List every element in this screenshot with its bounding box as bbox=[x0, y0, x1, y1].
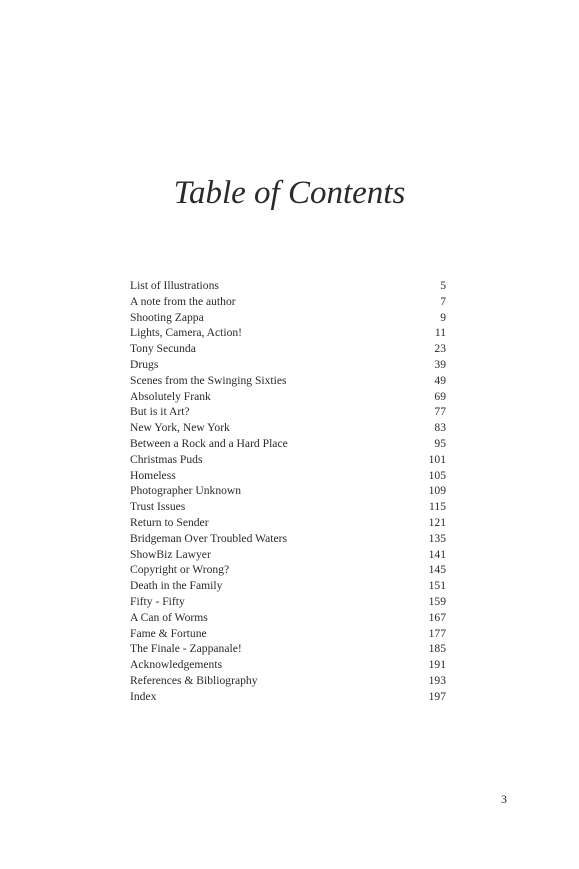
toc-entry-page: 159 bbox=[428, 594, 446, 608]
toc-entry-title: A Can of Worms bbox=[130, 610, 208, 624]
toc-entry-page: 121 bbox=[428, 515, 446, 529]
toc-entry-title: Trust Issues bbox=[130, 500, 186, 514]
toc-entry-page: 141 bbox=[428, 547, 446, 561]
toc-entry bbox=[130, 594, 446, 610]
toc-entry-title: But is it Art? bbox=[130, 405, 190, 419]
toc-entry bbox=[130, 373, 446, 389]
toc-entry-page: 9 bbox=[440, 310, 446, 324]
toc-entry bbox=[130, 357, 446, 373]
toc-entry-page: 11 bbox=[434, 326, 446, 340]
toc-entry-title: Scenes from the Swinging Sixties bbox=[130, 373, 287, 387]
toc-entry bbox=[130, 610, 446, 626]
toc-entry-page: 135 bbox=[428, 531, 446, 545]
toc-entry bbox=[130, 657, 446, 673]
toc-entry-page: 83 bbox=[434, 421, 446, 435]
toc-entry-page: 5 bbox=[440, 279, 446, 292]
toc-entry-page: 95 bbox=[434, 436, 446, 450]
toc-entry-title: ShowBiz Lawyer bbox=[130, 547, 211, 561]
toc-entry-title: Bridgeman Over Troubled Waters bbox=[130, 531, 287, 545]
toc-entry-title: Tony Secunda bbox=[130, 342, 196, 356]
toc-entry bbox=[130, 436, 446, 452]
toc-entry-title: Between a Rock and a Hard Place bbox=[130, 436, 288, 450]
toc-entry bbox=[130, 452, 446, 468]
toc-entry-title: Fame & Fortune bbox=[130, 626, 207, 640]
toc-entry-page: 185 bbox=[428, 642, 446, 656]
toc-entry-page: 151 bbox=[428, 579, 446, 593]
toc-entry bbox=[130, 468, 446, 484]
toc-entry bbox=[130, 310, 446, 326]
toc-entry-page: 105 bbox=[428, 468, 446, 482]
toc-entry bbox=[130, 626, 446, 642]
toc-entry bbox=[130, 673, 446, 689]
toc-entry bbox=[130, 547, 446, 563]
toc-entry-page: 197 bbox=[428, 689, 446, 703]
toc-entry-title: Drugs bbox=[130, 357, 159, 371]
toc-entry-title: New York, New York bbox=[130, 421, 230, 435]
page-title: Table of Contents bbox=[173, 175, 406, 211]
toc-entry-page: 49 bbox=[434, 373, 446, 387]
toc-entry-page: 115 bbox=[429, 500, 446, 514]
toc-entry-title: Return to Sender bbox=[130, 515, 209, 529]
toc-entry-page: 39 bbox=[434, 357, 446, 371]
toc-entry-title: The Finale - Zappanale! bbox=[130, 642, 242, 656]
toc-entry-title: List of Illustrations bbox=[130, 279, 219, 292]
toc-entry-page: 193 bbox=[428, 673, 446, 687]
toc-entry bbox=[130, 531, 446, 547]
toc-entry-title: Christmas Puds bbox=[130, 452, 203, 466]
toc-entry-page: 77 bbox=[434, 405, 446, 419]
toc-entry-page: 167 bbox=[428, 610, 446, 624]
toc-entry bbox=[130, 341, 446, 357]
toc-entry-page: 177 bbox=[428, 626, 446, 640]
toc-entry bbox=[130, 499, 446, 515]
toc-entry bbox=[130, 515, 446, 531]
toc-entry-title: Absolutely Frank bbox=[130, 389, 211, 403]
toc-entry-page: 145 bbox=[428, 563, 446, 577]
toc-entry-title: Shooting Zappa bbox=[130, 310, 204, 324]
toc-entry-title: A note from the author bbox=[130, 294, 236, 308]
toc-entry bbox=[130, 562, 446, 578]
toc-entry bbox=[130, 641, 446, 657]
toc-entry bbox=[130, 404, 446, 420]
toc-entry bbox=[130, 294, 446, 310]
toc-entry-title: Acknowledgements bbox=[130, 658, 223, 672]
toc-entry bbox=[130, 278, 446, 294]
toc-entry-title: Homeless bbox=[130, 468, 176, 482]
toc-entry-title: Death in the Family bbox=[130, 579, 223, 593]
toc-entry-title: Photographer Unknown bbox=[130, 484, 242, 498]
toc-entry-page: 7 bbox=[440, 294, 446, 308]
toc-entry bbox=[130, 325, 446, 341]
toc-entry bbox=[130, 578, 446, 594]
toc-entry-page: 23 bbox=[434, 342, 446, 356]
page-number: 3 bbox=[501, 792, 507, 806]
toc-entry-title: Copyright or Wrong? bbox=[130, 563, 230, 577]
toc-entry-title: References & Bibliography bbox=[130, 673, 258, 687]
toc-entry-page: 101 bbox=[428, 452, 446, 466]
toc-entry bbox=[130, 689, 446, 705]
toc-entry-title: Index bbox=[130, 689, 157, 703]
toc-entry-title: Fifty - Fifty bbox=[130, 594, 185, 608]
toc-entry-page: 191 bbox=[428, 658, 446, 672]
toc-entry bbox=[130, 420, 446, 436]
toc-entry bbox=[130, 389, 446, 405]
table-of-contents bbox=[130, 278, 446, 705]
toc-entry bbox=[130, 483, 446, 499]
toc-entry-page: 109 bbox=[428, 484, 446, 498]
toc-entry-title: Lights, Camera, Action! bbox=[130, 326, 243, 340]
toc-entry-page: 69 bbox=[434, 389, 446, 403]
